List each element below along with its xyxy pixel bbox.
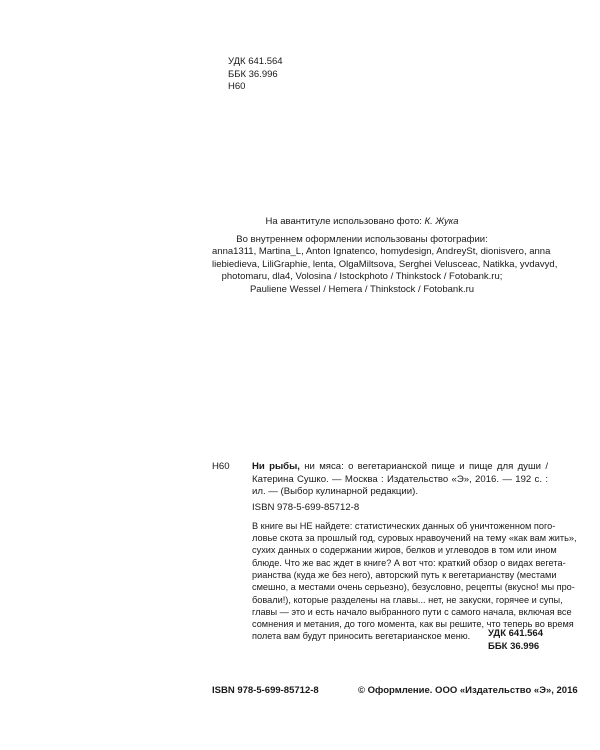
credit-line: anna1311, Martina_L, Anton Ignatenco, homydesign, AndreySt, dionisvero, anna — [212, 246, 551, 258]
bbk-code: ББК 36.996 — [228, 68, 278, 80]
credit-line: Pauliene Wessel / Hemera / Thinkstock / Fotobank.ru — [249, 283, 475, 295]
annotation-line: смешно, а местами очень серьезно), безусловно, рецепты (вкусно! мы про- — [252, 582, 575, 593]
biblio-description — [252, 461, 548, 499]
annotation-line: сухих данных о содержании жиров, белков и углеводов в том или ином — [252, 545, 557, 556]
credit-line: photomaru, dla4, Volosina / Istockphoto / Thinkstock / Fotobank.ru; — [221, 271, 503, 283]
credit-line: liebiedieva, LiliGraphie, lenta, OlgaMiltsova, Serghei Velusceac, Natikka, yvdavyd, — [212, 258, 558, 270]
biblio-isbn: ISBN 978-5-699-85712-8 — [252, 502, 360, 514]
annotation-line: сомнения и метания, до того момента, как вы решите, что теперь во время — [252, 619, 574, 630]
cover-credit-author: К. Жука — [424, 216, 459, 227]
footer-copyright: © Оформление. ООО «Издательство «Э», 2016 — [358, 685, 578, 696]
annotation-line: В книге вы НЕ найдете: статистических данных об уничтоженном пого- — [252, 520, 556, 531]
annotation-line: полета вам будут приносить вегетарианское меню. — [252, 631, 471, 642]
annotation-line: блюде. Что же вас ждет в книге? А вот что: краткий обзор о видах вегета- — [252, 557, 566, 568]
book-description: ни мяса: о вегетарианской пище и пище для души / Катерина Сушко. — Москва : Издательство «Э», 2016. — 192 с. : ил. — (Выбор кулинарной редакции). — [252, 461, 548, 498]
top-classification-codes — [228, 56, 283, 94]
bbk-code-bottom: ББК 36.996 — [488, 640, 540, 652]
cover-photo-credit — [212, 216, 512, 229]
biblio-author-mark: Н60 — [212, 461, 230, 472]
bibliographic-record — [212, 461, 577, 643]
udk-code-bottom: УДК 641.564 — [488, 628, 543, 639]
footer-isbn: ISBN 978-5-699-85712-8 — [212, 685, 319, 696]
annotation-line: бовали!), которые разделены на главы... нет, не закуски, горячее и супы, — [252, 594, 563, 605]
cover-credit-prefix: На авантитуле использовано фото: — [265, 216, 422, 227]
photo-credits — [212, 216, 558, 297]
bottom-classification-codes — [488, 628, 543, 653]
annotation-line: рианства (куда же без него), авторский путь к вегетарианству (местами — [252, 570, 557, 580]
book-title-bold: Ни рыбы, — [252, 461, 300, 472]
annotation-line: ловье скота за прошлый год, суровых нравоучений на тему «как вам жить», — [252, 533, 577, 544]
author-mark: Н60 — [228, 81, 246, 92]
book-annotation — [252, 520, 577, 643]
credit-line: Во внутреннем оформлении использованы фотографии: — [236, 233, 488, 245]
udk-code: УДК 641.564 — [228, 56, 283, 67]
annotation-line: главы — это и есть начало выбранного пути с самого начала, включая все — [252, 606, 572, 617]
